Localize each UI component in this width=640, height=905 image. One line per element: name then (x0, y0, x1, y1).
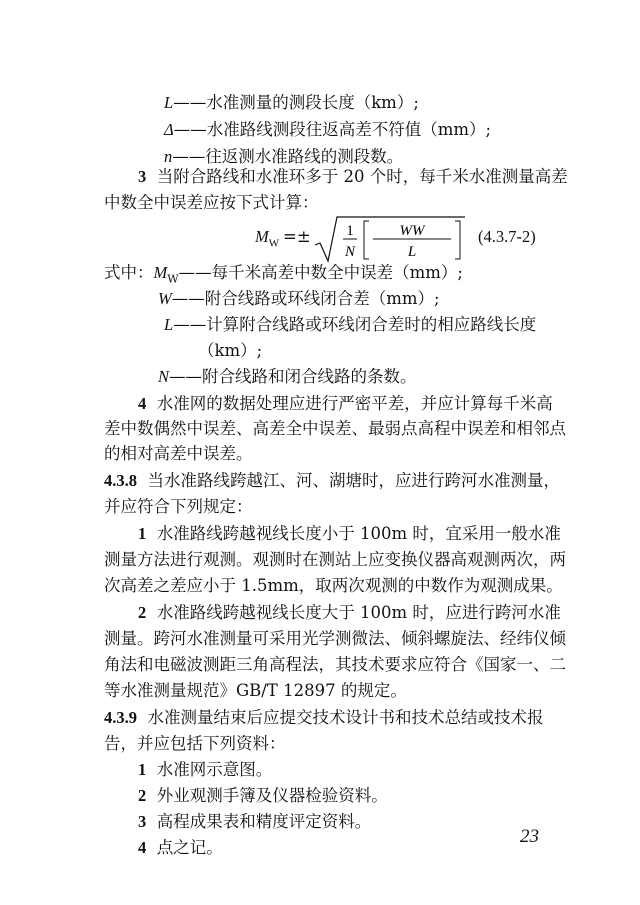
list-text: 点之记。 (156, 838, 223, 857)
def-text: ——水准测量的测段长度（km）; (173, 93, 419, 112)
para3-line2 (104, 192, 319, 214)
para-text: 次高差之差应小于 1.5mm，取两次观测的中数作为观测成果。 (104, 576, 563, 595)
def-symbol: n (164, 147, 173, 166)
def-symbol: M (153, 263, 168, 282)
item-4-3-8-1-line3 (104, 575, 563, 597)
def-symbol: L (164, 315, 174, 334)
item-4-3-8-1-line2 (104, 549, 566, 571)
list-item (138, 811, 371, 833)
def-W (158, 288, 440, 310)
formula-lhs (255, 227, 279, 249)
sec-4-3-8-line1 (104, 470, 560, 492)
def-text: ——水准路线测段往返高差不符值（mm）; (173, 120, 492, 139)
def-L2-cont (198, 340, 262, 362)
list-item (138, 785, 388, 807)
section-number: 4.3.8 (104, 471, 137, 490)
para-text: 当附合路线和水准环多于 20 个时，每千米水准测量高差 (156, 167, 568, 186)
def-text: ——附合线路和闭合线路的条数。 (169, 367, 417, 386)
def-text: ——每千米高差中数全中误差（mm）; (178, 263, 463, 282)
para-text: 当水准路线跨越江、河、湖塘时，应进行跨河水准测量， (147, 471, 560, 490)
equation-number: (4.3.7-2) (478, 227, 536, 246)
item-number: 1 (138, 524, 147, 543)
item-4-3-8-2-line1 (138, 602, 561, 624)
formula-N: N (344, 244, 356, 260)
def-text: ——附合线路或环线闭合差（mm）; (171, 289, 440, 308)
item-4-3-8-2-line3 (104, 654, 566, 676)
def-delta (164, 119, 491, 141)
para-text: 的相对高差中误差。 (104, 444, 253, 463)
def-subscript: W (167, 272, 179, 286)
para-text: 水准路线跨越视线长度大于 100m 时，应进行跨河水准 (156, 603, 561, 622)
item-number: 4 (138, 394, 147, 413)
formula-radical (313, 213, 473, 267)
formula-WW: WW (399, 223, 425, 239)
item-number: 3 (138, 812, 147, 831)
para-text: 水准网的数据处理应进行严密平差，并应计算每千米高 (156, 394, 553, 413)
item-4-3-8-2-line2 (104, 628, 566, 650)
item-4-3-8-1-line1 (138, 523, 561, 545)
list-text: 水准网示意图。 (156, 760, 273, 779)
para4-line2 (104, 418, 566, 440)
para4-line3 (104, 443, 253, 465)
para4-line1 (138, 393, 553, 415)
para-text: 等水准测量规范》GB/T 12897 的规定。 (104, 681, 407, 700)
item-number: 3 (138, 167, 147, 186)
page-number: 23 (520, 826, 539, 847)
def-symbol: L (164, 93, 174, 112)
para-text: 水准路线跨越视线长度小于 100m 时，宜采用一般水准 (156, 524, 561, 543)
sec-4-3-8-line2 (104, 496, 253, 518)
def-text: ——往返测水准路线的测段数。 (172, 147, 404, 166)
para3-line1 (138, 166, 568, 188)
para-text: 中数全中误差应按下式计算： (104, 193, 319, 212)
def-symbol: Δ (164, 120, 174, 139)
para-text: 水准测量结束后应提交技术设计书和技术总结或技术报 (147, 708, 544, 727)
formula-lhs-symbol: M (255, 227, 269, 246)
formula-equals: =± (283, 227, 311, 246)
list-item (138, 837, 223, 859)
def-lead: 式中： (104, 263, 154, 282)
para-text: 差中数偶然中误差、高差全中误差、最弱点高程中误差和相邻点 (104, 419, 566, 438)
def-Mw (104, 262, 463, 290)
item-number: 4 (138, 838, 147, 857)
def-L (164, 92, 419, 114)
item-4-3-8-2-line4 (104, 680, 407, 702)
formula-one: 1 (346, 223, 354, 239)
para-text: 角法和电磁波测距三角高程法，其技术要求应符合《国家一、二 (104, 655, 566, 674)
para-text: 测量方法进行观测。观测时在测站上应变换仪器高观测两次，两 (104, 550, 566, 569)
sec-4-3-9-line2 (104, 733, 286, 755)
formula-L: L (407, 244, 417, 260)
para-text: 测量。跨河水准测量可采用光学测微法、倾斜螺旋法、经纬仪倾 (104, 629, 566, 648)
def-text: ——计算附合线路或环线闭合差时的相应路线长度 (173, 315, 537, 334)
def-symbol: W (158, 289, 172, 308)
list-item (138, 759, 272, 781)
sec-4-3-9-line1 (104, 707, 544, 729)
def-text: （km）; (198, 341, 263, 360)
def-n (164, 146, 403, 168)
list-text: 外业观测手簿及仪器检验资料。 (156, 786, 388, 805)
para-text: 告，并应包括下列资料： (104, 734, 286, 753)
formula-lhs-subscript: W (268, 237, 280, 250)
item-number: 2 (138, 786, 147, 805)
def-L2 (164, 314, 536, 336)
para-text: 并应符合下列规定： (104, 497, 253, 516)
def-symbol: N (158, 367, 170, 386)
def-N (158, 366, 417, 388)
section-number: 4.3.9 (104, 708, 137, 727)
item-number: 1 (138, 760, 147, 779)
list-text: 高程成果表和精度评定资料。 (156, 812, 372, 831)
item-number: 2 (138, 603, 147, 622)
